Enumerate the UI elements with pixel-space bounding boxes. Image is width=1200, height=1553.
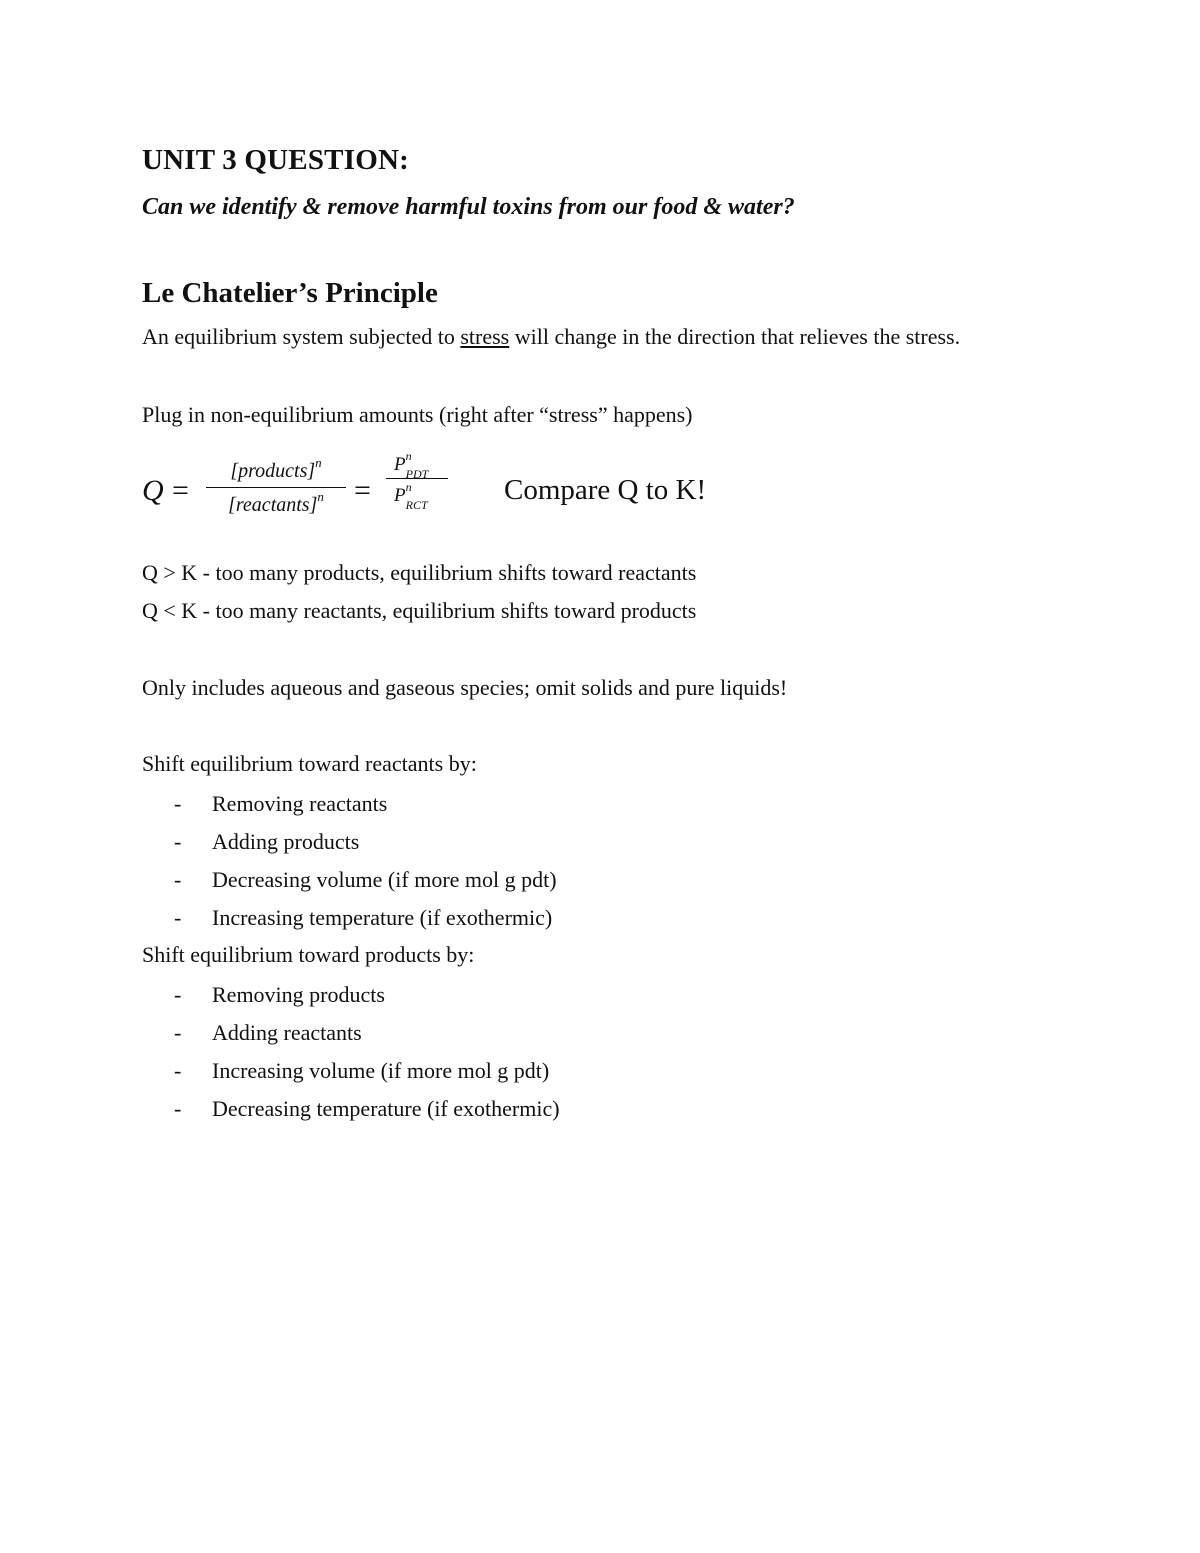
fraction-numerator [206, 455, 346, 487]
pressure-denominator [386, 480, 448, 512]
plug-in-instruction: Plug in non-equilibrium amounts (right after “stress” happens) [142, 402, 693, 427]
pressure-num-subscript: PDT [405, 467, 429, 481]
bullet-dash: - [174, 829, 182, 854]
list-item-text: Decreasing volume (if more mol g pdt) [212, 867, 557, 892]
numerator-exponent: n [315, 455, 322, 470]
bullet-dash: - [174, 1058, 182, 1083]
shift-reactants-heading: Shift equilibrium toward reactants by: [142, 751, 477, 776]
equation-equals-sign: = [172, 474, 189, 507]
principle-definition [142, 324, 960, 350]
concentration-fraction [206, 455, 346, 517]
only-includes-note: Only includes aqueous and gaseous species; omit solids and pure liquids! [142, 675, 788, 700]
list-item-text: Removing products [212, 982, 385, 1007]
list-item-text: Removing reactants [212, 791, 388, 816]
list-item-text: Decreasing temperature (if exothermic) [212, 1096, 560, 1121]
list-item [174, 1020, 560, 1058]
list-item-text: Increasing temperature (if exothermic) [212, 905, 553, 930]
pressure-p-symbol: P [394, 454, 406, 475]
unit-title: UNIT 3 QUESTION: [142, 144, 409, 176]
pressure-den-exponent: n [405, 480, 412, 494]
shift-products-list [174, 982, 560, 1134]
bullet-dash: - [174, 1020, 182, 1045]
list-item [174, 1058, 560, 1096]
rule-q-less-than-k: Q < K - too many reactants, equilibrium shifts toward products [142, 598, 697, 623]
list-item-text: Increasing volume (if more mol g pdt) [212, 1058, 550, 1083]
list-item-text: Adding reactants [212, 1020, 362, 1045]
shift-reactants-list [174, 791, 557, 943]
pressure-fraction [386, 449, 448, 512]
list-item [174, 1096, 560, 1134]
definition-text-before: An equilibrium system subjected to [142, 324, 461, 349]
list-item-text: Adding products [212, 829, 360, 854]
definition-text-after: will change in the direction that relieves the stress. [509, 324, 961, 349]
numerator-products: [products] [230, 460, 316, 482]
bullet-dash: - [174, 905, 182, 930]
pressure-num-exponent: n [405, 449, 412, 463]
bullet-dash: - [174, 867, 182, 892]
list-item [174, 905, 557, 943]
bullet-dash: - [174, 791, 182, 816]
section-title: Le Chatelier’s Principle [142, 277, 438, 309]
reaction-quotient-equation [142, 449, 762, 532]
shift-products-heading: Shift equilibrium toward products by: [142, 942, 475, 967]
equation-equals-sign-2: = [354, 474, 371, 507]
fraction-denominator [206, 489, 346, 517]
list-item [174, 829, 557, 867]
rule-q-greater-than-k: Q > K - too many products, equilibrium shifts toward reactants [142, 560, 697, 585]
unit-question: Can we identify & remove harmful toxins from our food & water? [142, 194, 795, 220]
list-item [174, 867, 557, 905]
list-item [174, 982, 560, 1020]
equation-q-symbol: Q [142, 474, 164, 507]
list-item [174, 791, 557, 829]
pressure-p-symbol-den: P [394, 485, 406, 506]
fraction-bar [206, 487, 346, 488]
denominator-exponent: n [317, 489, 324, 504]
bullet-dash: - [174, 982, 182, 1007]
pressure-den-subscript: RCT [405, 498, 428, 512]
denominator-reactants: [reactants] [228, 494, 318, 516]
compare-q-to-k: Compare Q to K! [504, 474, 707, 506]
bullet-dash: - [174, 1096, 182, 1121]
pressure-numerator [386, 449, 448, 481]
definition-underlined-stress: stress [460, 324, 510, 349]
